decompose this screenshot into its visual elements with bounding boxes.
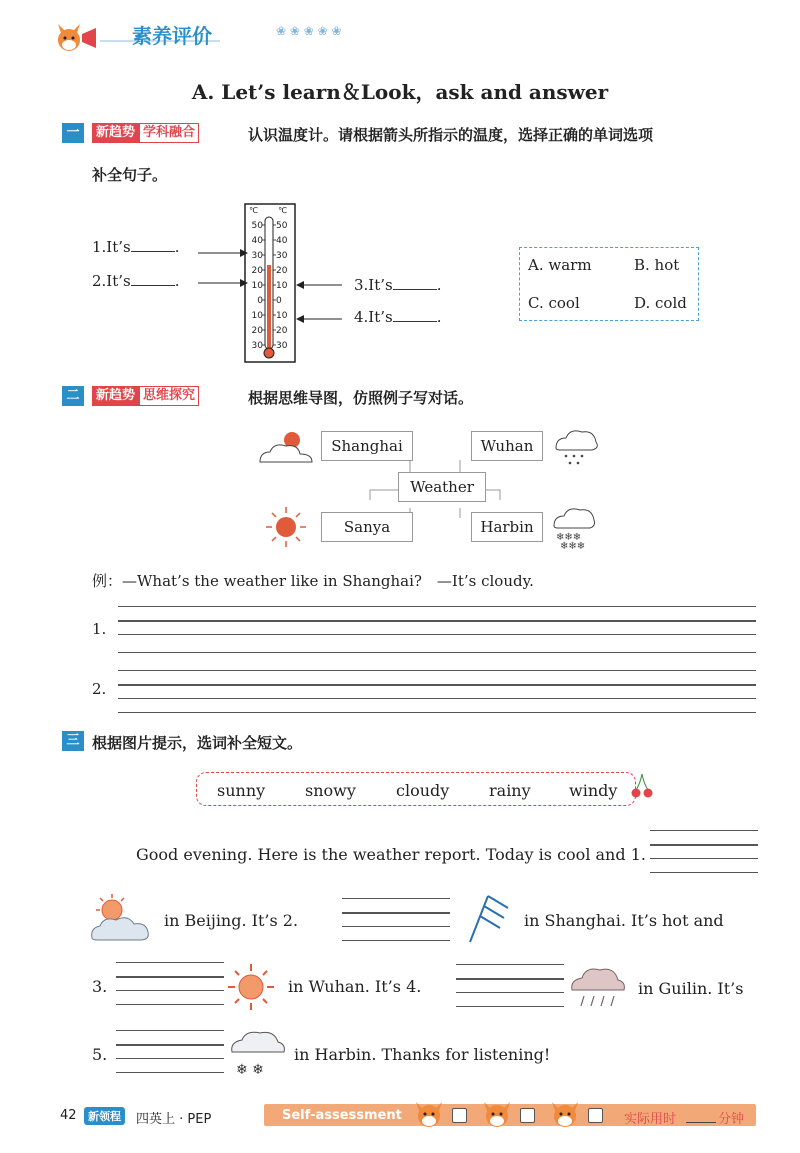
sun-icon	[264, 505, 308, 549]
cherry-icon	[630, 772, 654, 800]
time-unit: 分钟	[718, 1112, 745, 1127]
options-box	[519, 247, 699, 321]
option-b: B. hot	[634, 256, 680, 274]
mindmap-shanghai: Shanghai	[321, 431, 413, 461]
thermo-item-2: 2.It’s .	[92, 272, 180, 290]
tag-subject: 学科融合	[139, 123, 199, 143]
svg-text:❄ ❄: ❄ ❄	[236, 1062, 264, 1078]
section-number-2: 二	[62, 386, 84, 406]
scale-right: 50 40 30 20 10 0 10 20 30	[276, 221, 288, 351]
instruction-1b: 补全句子。	[92, 166, 168, 184]
sun-icon	[226, 962, 276, 1012]
word-sunny: sunny	[217, 781, 266, 800]
instruction-3: 根据图片提示，选词补全短文。	[92, 734, 303, 752]
fox-mascot-icon	[52, 18, 98, 58]
unit-left: ℃	[249, 206, 258, 215]
paw-print-icon: ❀ ❀ ❀ ❀ ❀	[276, 24, 342, 38]
thermo-item-4: 4.It’s .	[354, 308, 442, 326]
rating-checkbox-3[interactable]	[588, 1108, 603, 1123]
page-number: 42	[60, 1108, 77, 1123]
arrows	[190, 240, 350, 330]
option-c: C. cool	[528, 294, 580, 312]
cloudy-sun-icon	[88, 892, 154, 946]
option-a: A. warm	[528, 256, 592, 274]
snow-cloud-icon	[228, 1028, 288, 1080]
rating-checkbox-2[interactable]	[520, 1108, 535, 1123]
rain-cloud-icon	[552, 426, 600, 468]
tag-trend: 新趋势	[92, 386, 139, 406]
passage-line-4a: 5.	[92, 1045, 108, 1064]
snow-cloud-icon	[550, 504, 596, 550]
mindmap-weather: Weather	[398, 472, 486, 502]
svg-text:❄❄❄: ❄❄❄	[560, 541, 586, 550]
word-rainy: rainy	[489, 781, 531, 800]
passage-line-3c: in Guilin. It’s	[638, 979, 744, 998]
word-snowy: snowy	[305, 781, 356, 800]
section-number-1: 一	[62, 123, 84, 143]
section-tag-2	[92, 386, 199, 406]
passage-line-2b: in Shanghai. It’s hot and	[524, 911, 724, 930]
thermo-item-1: 1.It’s .	[92, 238, 180, 256]
line-label-1: 1.	[92, 620, 107, 638]
fox-face-icon	[480, 1098, 514, 1128]
time-input[interactable]	[686, 1122, 716, 1123]
passage-line-2a: in Beijing. It’s 2.	[164, 911, 299, 930]
word-bank	[196, 772, 636, 806]
dialogue-example: 例：—What’s the weather like in Shanghai? —It’s cloudy.	[92, 572, 534, 590]
passage-line-4b: in Harbin. Thanks for listening!	[294, 1045, 551, 1064]
passage-line-1: Good evening. Here is the weather report. Today is cool and 1.	[136, 845, 646, 864]
fox-face-icon	[412, 1098, 446, 1128]
rating-checkbox-1[interactable]	[452, 1108, 467, 1123]
section-number-3: 三	[62, 731, 84, 751]
cloudy-sun-icon	[256, 426, 318, 468]
self-assessment-label: Self-assessment	[282, 1108, 402, 1123]
word-windy: windy	[569, 781, 618, 800]
passage-line-3a: 3.	[92, 977, 108, 996]
header-title: 素养评价	[132, 24, 212, 48]
page-title: A. Let’s learn＆Look，ask and answer	[191, 80, 609, 104]
mindmap-wuhan: Wuhan	[471, 431, 543, 461]
rain-cloud-icon	[568, 964, 628, 1010]
instruction-1a: 认识温度计。请根据箭头所指示的温度，选择正确的单词选项	[248, 126, 654, 144]
unit-right: ℃	[278, 206, 287, 215]
mindmap-harbin: Harbin	[471, 512, 543, 542]
tag-trend: 新趋势	[92, 123, 139, 143]
fox-face-icon	[548, 1098, 582, 1128]
book-label: 四英上 · PEP	[136, 1112, 212, 1127]
section-tag-1	[92, 123, 199, 143]
mindmap-sanya: Sanya	[321, 512, 413, 542]
scale-left: 50 40 30 20 10 0 10 20 30	[251, 221, 263, 351]
brand-badge: 新领程	[84, 1107, 125, 1125]
option-d: D. cold	[634, 294, 687, 312]
windy-flag-icon	[462, 892, 512, 946]
thermo-item-3: 3.It’s .	[354, 276, 442, 294]
time-label: 实际用时	[624, 1112, 677, 1127]
tag-thinking: 思维探究	[139, 386, 199, 406]
instruction-2: 根据思维导图，仿照例子写对话。	[248, 389, 474, 407]
line-label-2: 2.	[92, 680, 107, 698]
passage-line-3b: in Wuhan. It’s 4.	[288, 977, 422, 996]
word-cloudy: cloudy	[396, 781, 450, 800]
svg-text:❄❄❄: ❄❄❄	[556, 532, 582, 543]
